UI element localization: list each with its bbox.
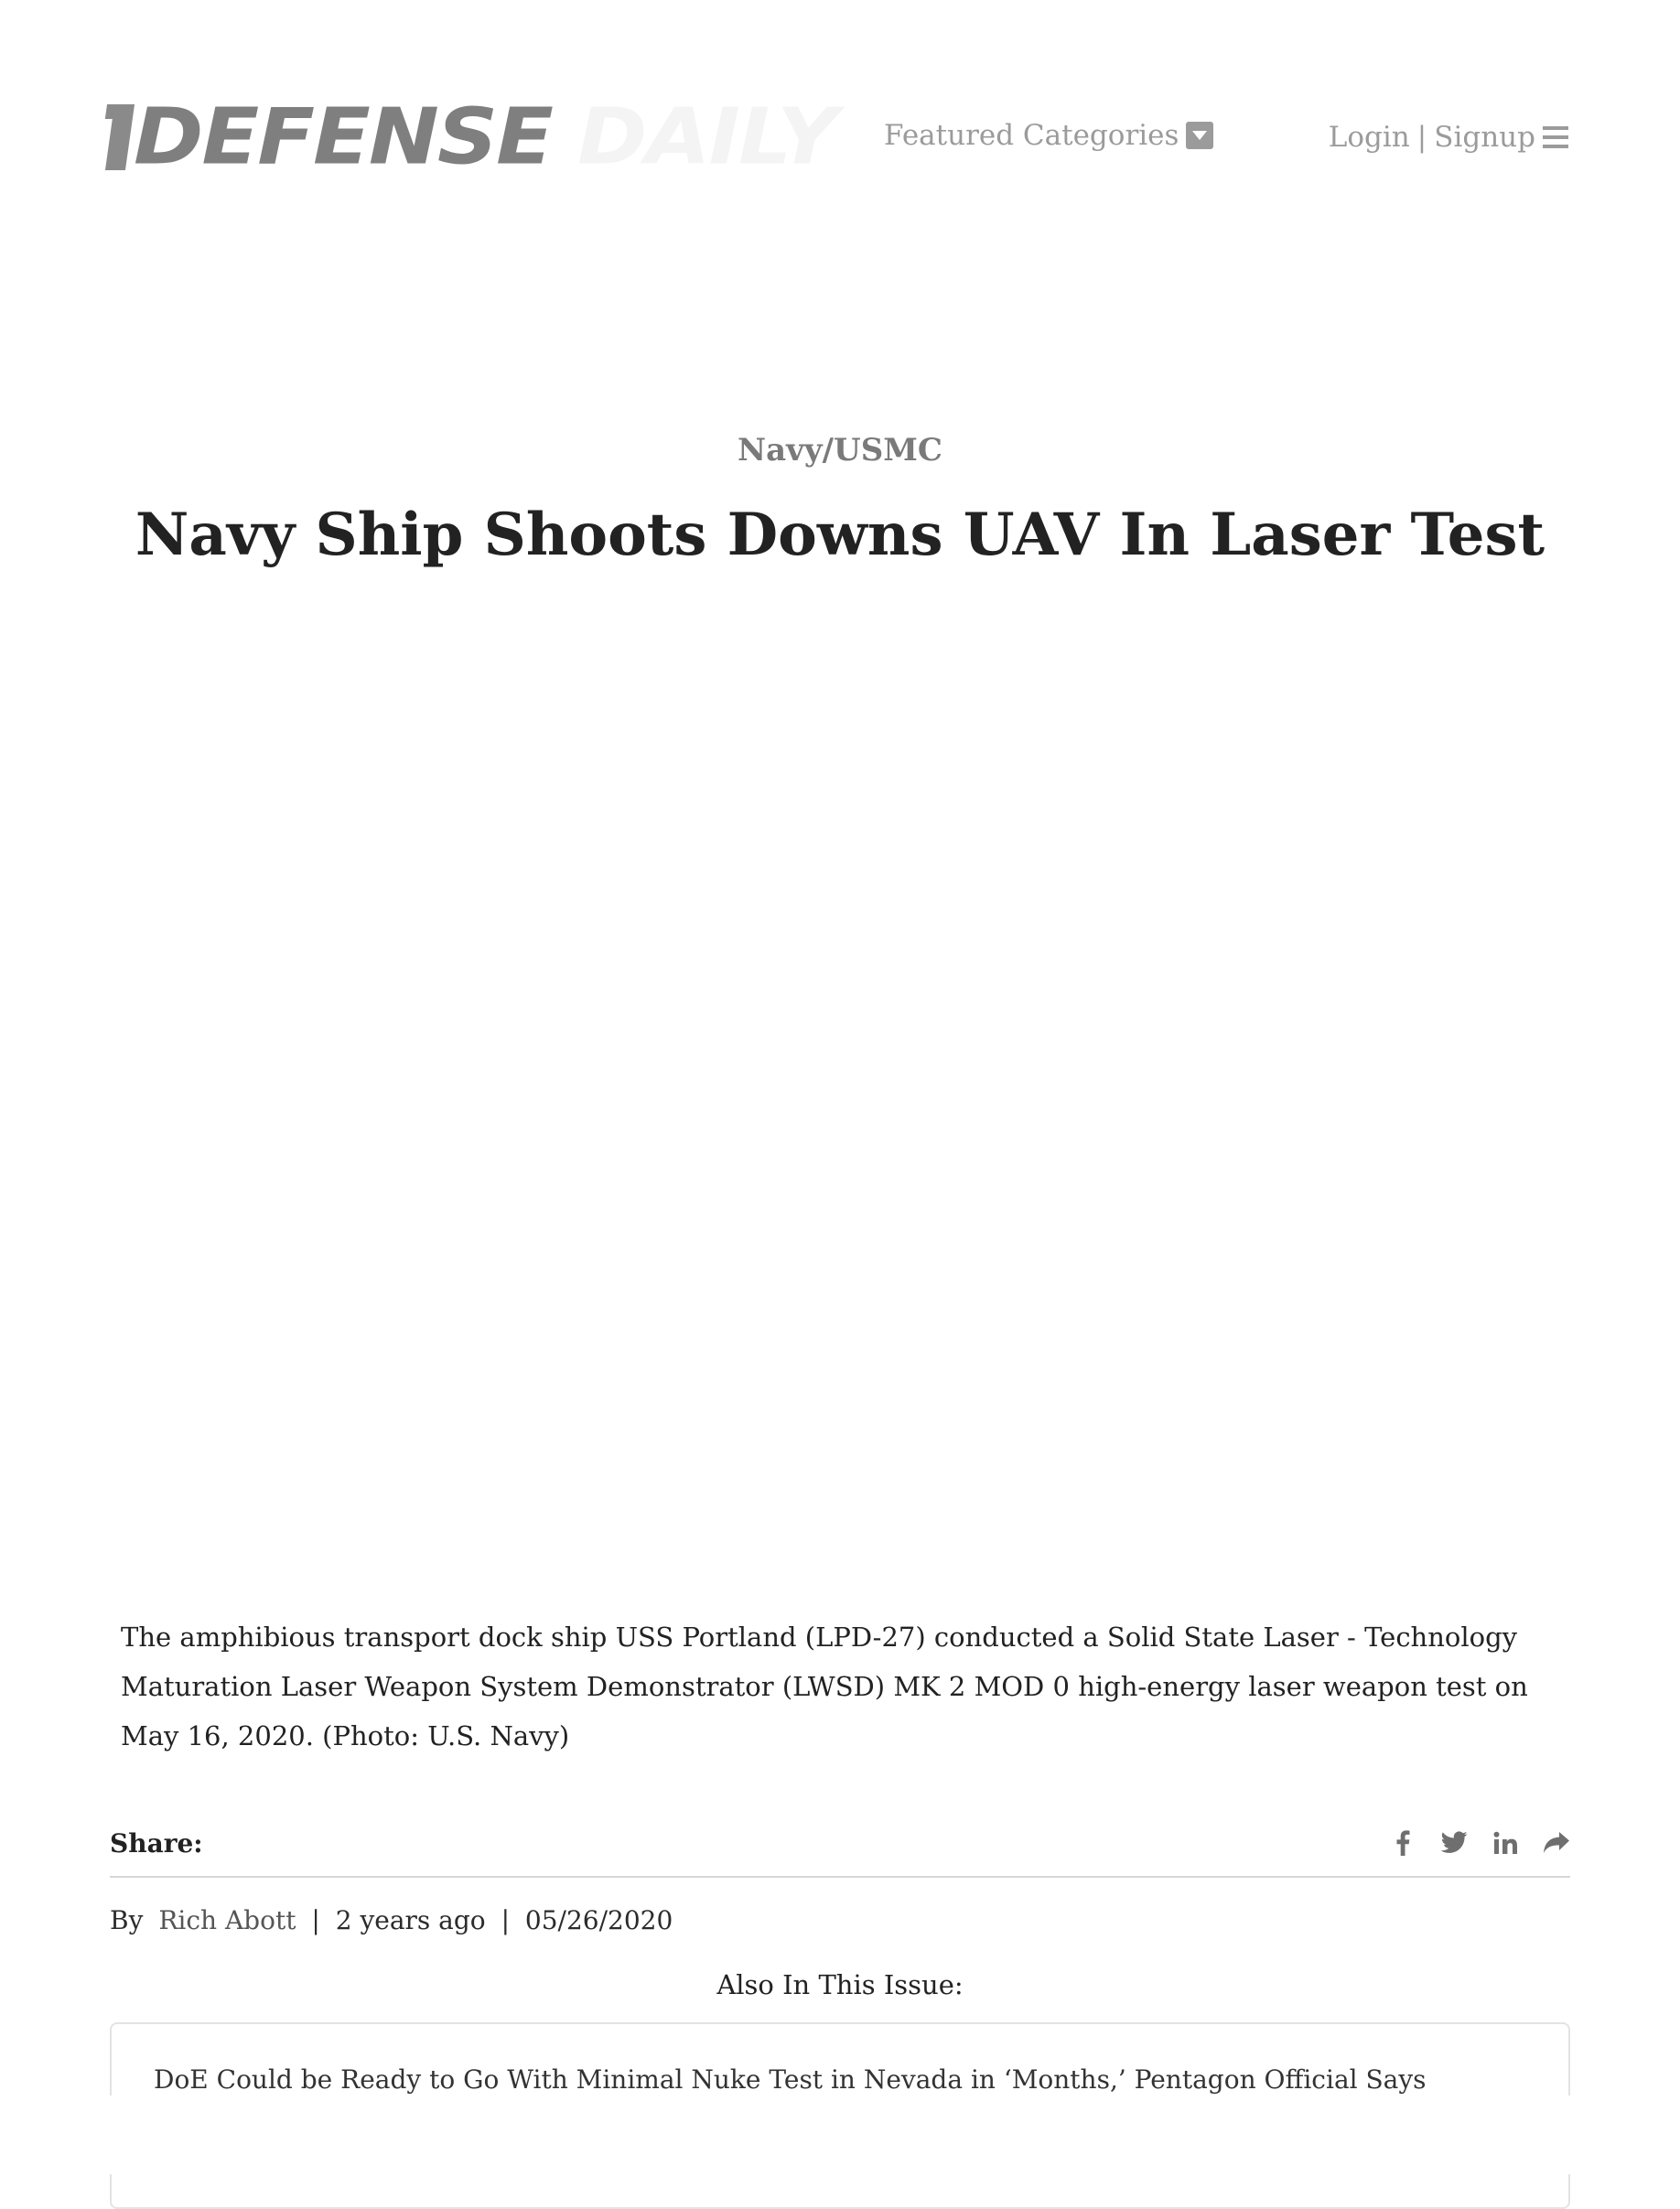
- article-category[interactable]: Navy/USMC: [738, 432, 942, 469]
- linkedin-icon[interactable]: [1492, 1829, 1519, 1857]
- byline-separator: |: [311, 1905, 320, 1935]
- menu-icon[interactable]: [1543, 126, 1568, 148]
- logo-word-daily: DAILY: [577, 92, 836, 182]
- share-icons: [1389, 1825, 1570, 1861]
- logo-mark-icon: [105, 104, 135, 170]
- share-label: Share:: [110, 1828, 203, 1859]
- auth-separator: |: [1416, 121, 1427, 154]
- auth-links: [1329, 121, 1568, 154]
- twitter-icon[interactable]: [1440, 1829, 1468, 1857]
- byline-relative-time: 2 years ago: [335, 1905, 486, 1935]
- site-logo[interactable]: [110, 92, 836, 182]
- featured-categories-dropdown[interactable]: [884, 119, 1213, 152]
- logo-word-defense: DEFENSE: [134, 92, 553, 182]
- author-link[interactable]: Rich Abott: [158, 1905, 296, 1935]
- page-bottom-fade: [0, 2096, 1680, 2174]
- login-link[interactable]: Login: [1328, 121, 1410, 154]
- also-in-issue-heading: Also In This Issue:: [716, 1969, 964, 2000]
- also-in-issue-item[interactable]: DoE Could be Ready to Go With Minimal Nuke Test in Nevada in ‘Months,’ Pentagon Official Says: [154, 2064, 1427, 2095]
- share-bar: [110, 1825, 1570, 1878]
- image-caption: The amphibious transport dock ship USS Portland (LPD-27) conducted a Solid State Laser - Technology Maturation Laser Weapon System Demonstrator (LWSD) MK 2 MOD 0 high-energy laser weapon test on May 16, 2020. (Photo: U.S. Navy): [121, 1622, 1528, 1751]
- article-hero-image: [110, 622, 1570, 1583]
- caret-down-icon: [1186, 122, 1213, 149]
- facebook-icon[interactable]: [1389, 1829, 1416, 1857]
- article-title: Navy Ship Shoots Downs UAV In Laser Test: [135, 501, 1545, 569]
- byline-prefix: By: [110, 1905, 144, 1935]
- byline: [110, 1905, 680, 1935]
- signup-link[interactable]: Signup: [1434, 121, 1535, 154]
- site-header: [0, 0, 1680, 238]
- featured-categories-label: Featured Categories: [884, 119, 1179, 152]
- byline-date: 05/26/2020: [524, 1905, 673, 1935]
- share-arrow-icon[interactable]: [1543, 1829, 1570, 1857]
- byline-separator: |: [501, 1905, 511, 1935]
